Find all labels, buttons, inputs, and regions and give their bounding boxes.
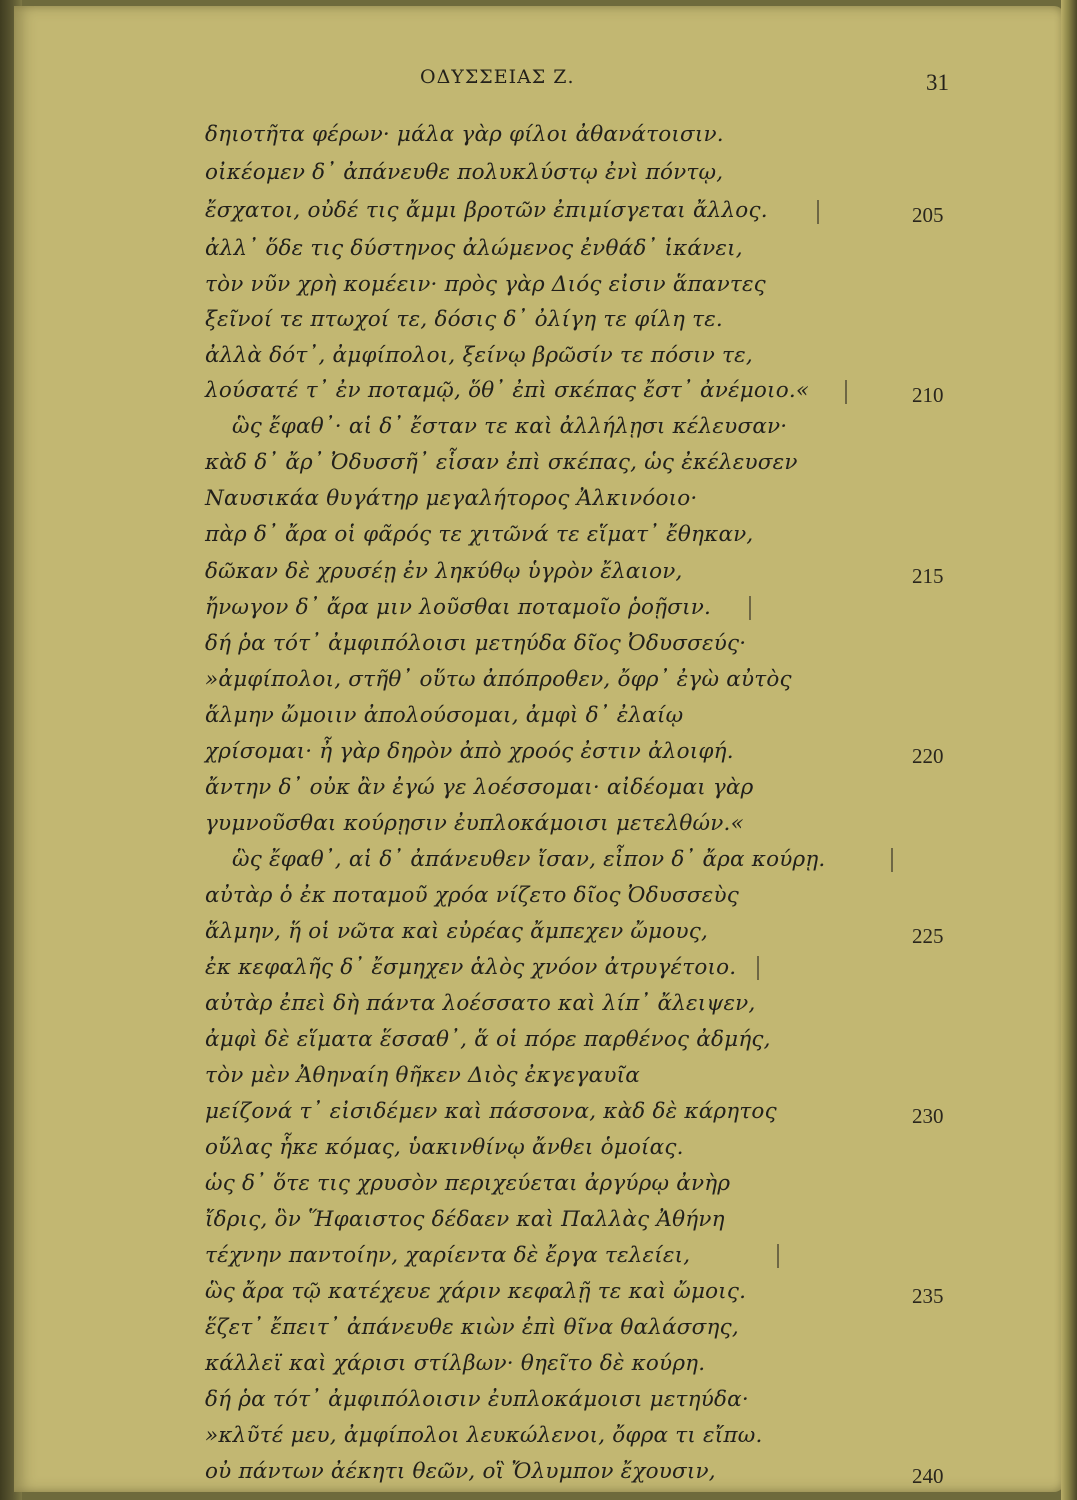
verse-line: ἀλλὰ δότ᾽, ἀμφίπολοι, ξείνῳ βρῶσίν τε πόσιν τε,	[205, 343, 753, 368]
verse-line: ἀμφὶ δὲ εἵματα ἕσσαθ᾽, ἅ οἱ πόρε παρθένος ἀδμής,	[205, 1027, 771, 1052]
verse-line: γυμνοῦσθαι κούρῃσιν ἐυπλοκάμοισι μετελθών.«	[205, 811, 744, 836]
line-number: 215	[912, 564, 944, 588]
page-header-title: ΟΔΥΣΣΕΙΑΣ Ζ.	[420, 66, 575, 88]
verse-line: τὸν μὲν Ἀθηναίη θῆκεν Διὸς ἐκγεγαυῖα	[205, 1063, 640, 1088]
verse-line: ἴδρις, ὃν Ἥφαιστος δέδαεν καὶ Παλλὰς Ἀθήνη	[205, 1207, 725, 1232]
line-number: 205	[912, 203, 944, 227]
pause-mark	[817, 200, 819, 224]
verse-line: αὐτὰρ ὁ ἐκ ποταμοῦ χρόα νίζετο δῖος Ὀδυσσεὺς	[205, 883, 739, 908]
verse-line: πὰρ δ᾽ ἄρα οἱ φᾶρός τε χιτῶνά τε εἵματ᾽ ἔθηκαν,	[205, 522, 754, 547]
verse-line: ἔσχατοι, οὐδέ τις ἄμμι βροτῶν ἐπιμίσγεται ἄλλος.	[205, 198, 768, 223]
verse-line: δῶκαν δὲ χρυσέῃ ἐν ληκύθῳ ὑγρὸν ἔλαιον,	[205, 559, 683, 584]
verse-line: χρίσομαι· ἦ γὰρ δηρὸν ἀπὸ χροός ἐστιν ἀλοιφή.	[205, 739, 734, 764]
verse-line: ἅλμην ὤμοιιν ἀπολούσομαι, ἀμφὶ δ᾽ ἐλαίῳ	[205, 703, 684, 728]
pause-mark	[845, 380, 847, 404]
page-edge	[1061, 0, 1077, 1500]
verse-line: οὐ πάντων ἀέκητι θεῶν, οἳ Ὄλυμπον ἔχουσιν,	[205, 1459, 716, 1484]
page-number: 31	[926, 70, 949, 95]
pause-mark	[757, 956, 759, 980]
verse-line: ὣς ἄρα τῷ κατέχευε χάριν κεφαλῇ τε καὶ ὤμοις.	[205, 1279, 747, 1304]
verse-line: ἤνωγον δ᾽ ἄρα μιν λοῦσθαι ποταμοῖο ῥοῇσιν.	[205, 595, 712, 620]
verse-line: μείζονά τ᾽ εἰσιδέμεν καὶ πάσσονα, κὰδ δὲ κάρητος	[205, 1099, 777, 1124]
line-number: 240	[912, 1464, 944, 1488]
verse-line: ξεῖνοί τε πτωχοί τε, δόσις δ᾽ ὀλίγη τε φίλη τε.	[205, 307, 723, 332]
pause-mark	[891, 848, 893, 872]
verse-line: κὰδ δ᾽ ἄρ᾽ Ὀδυσσῆ᾽ εἷσαν ἐπὶ σκέπας, ὡς ἐκέλευσεν	[205, 450, 798, 475]
verse-line: αὐτὰρ ἐπεὶ δὴ πάντα λοέσσατο καὶ λίπ᾽ ἄλειψεν,	[205, 991, 756, 1016]
verse-line: ὡς δ᾽ ὅτε τις χρυσὸν περιχεύεται ἀργύρῳ ἀνὴρ	[205, 1171, 731, 1196]
line-number: 220	[912, 744, 944, 768]
verse-line: κάλλεϊ καὶ χάρισι στίλβων· θηεῖτο δὲ κούρη.	[205, 1351, 706, 1376]
verse-line: λούσατέ τ᾽ ἐν ποταμῷ, ὅθ᾽ ἐπὶ σκέπας ἔστ᾽ ἀνέμοιο.«	[205, 378, 810, 403]
verse-line: δηιοτῆτα φέρων· μάλα γὰρ φίλοι ἀθανάτοισιν.	[205, 122, 724, 147]
verse-line: δή ῥα τότ᾽ ἀμφιπόλοισι μετηύδα δῖος Ὀδυσσεύς·	[205, 631, 747, 656]
verse-line: δή ῥα τότ᾽ ἀμφιπόλοισιν ἐυπλοκάμοισι μετηύδα·	[205, 1387, 749, 1412]
verse-line: ἐκ κεφαλῆς δ᾽ ἔσμηχεν ἁλὸς χνόον ἀτρυγέτοιο.	[205, 955, 737, 980]
verse-line: »κλῦτέ μευ, ἀμφίπολοι λευκώλενοι, ὄφρα τι εἴπω.	[205, 1423, 763, 1448]
verse-line: ὣς ἔφαθ᾽, αἱ δ᾽ ἀπάνευθεν ἴσαν, εἶπον δ᾽ ἄρα κούρῃ.	[232, 847, 826, 872]
line-number: 210	[912, 383, 944, 407]
verse-line: ἕζετ᾽ ἔπειτ᾽ ἀπάνευθε κιὼν ἐπὶ θῖνα θαλάσσης,	[205, 1315, 739, 1340]
line-number: 235	[912, 1284, 944, 1308]
line-number: 230	[912, 1104, 944, 1128]
verse-line: »ἀμφίπολοι, στῆθ᾽ οὕτω ἀπόπροθεν, ὄφρ᾽ ἐγὼ αὐτὸς	[205, 667, 792, 692]
verse-line: τὸν νῦν χρὴ κομέειν· πρὸς γὰρ Διός εἰσιν ἅπαντες	[205, 272, 766, 297]
pause-mark	[749, 596, 751, 620]
verse-line: ἀλλ᾽ ὅδε τις δύστηνος ἀλώμενος ἐνθάδ᾽ ἱκάνει,	[205, 236, 743, 261]
line-number: 225	[912, 924, 944, 948]
verse-line: ἄντην δ᾽ οὐκ ἂν ἐγώ γε λοέσσομαι· αἰδέομαι γὰρ	[205, 775, 754, 800]
pause-mark	[777, 1244, 779, 1268]
verse-line: ὣς ἔφαθ᾽· αἱ δ᾽ ἔσταν τε καὶ ἀλλήλῃσι κέλευσαν·	[232, 414, 788, 439]
verse-line: οἰκέομεν δ᾽ ἀπάνευθε πολυκλύστῳ ἐνὶ πόντῳ,	[205, 160, 724, 185]
verse-line: Ναυσικάα θυγάτηρ μεγαλήτορος Ἀλκινόοιο·	[205, 486, 698, 511]
verse-line: ἅλμην, ἥ οἱ νῶτα καὶ εὐρέας ἄμπεχεν ὤμους,	[205, 919, 708, 944]
verse-line: οὔλας ἧκε κόμας, ὑακινθίνῳ ἄνθει ὁμοίας.	[205, 1135, 684, 1160]
verse-line: τέχνην παντοίην, χαρίεντα δὲ ἔργα τελείει,	[205, 1243, 691, 1268]
